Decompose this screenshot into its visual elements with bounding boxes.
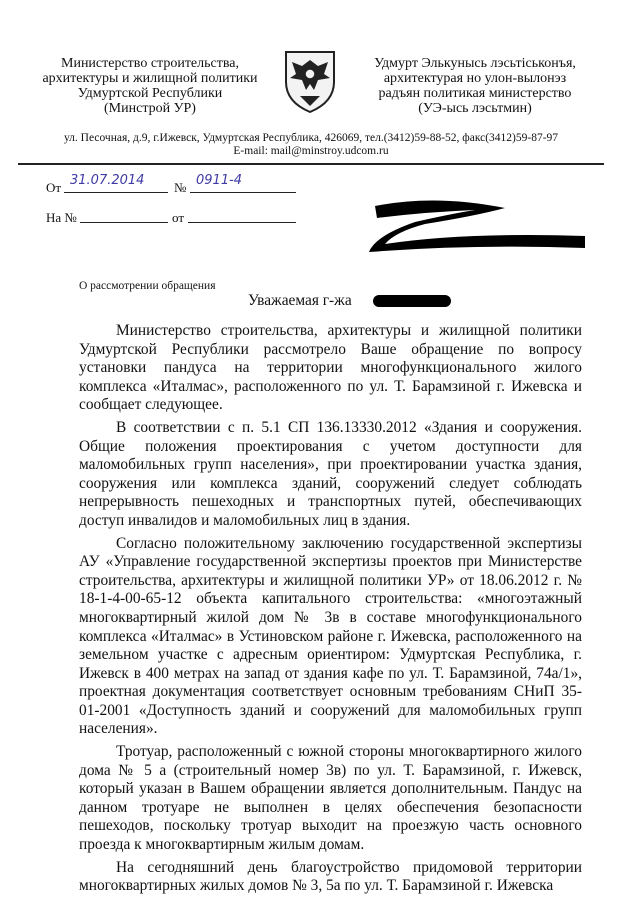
address-line: ул. Песочная, д.9, г.Ижевск, Удмуртская Республика, 426069, тел.(3412)59-88-52, факс(3412)59-87-97: [63, 132, 559, 144]
date-underline: [64, 192, 168, 193]
reference-from-label: от: [172, 210, 185, 225]
handwritten-date: 31.07.2014: [70, 173, 145, 188]
outgoing-label-number: №: [174, 180, 187, 195]
paragraph: На сегодняшний день благоустройство придомовой территории многоквартирных жилых домов № 3, 5а по ул. Т. Барамзиной г. Ижевска: [79, 858, 582, 895]
reference-from-underline: [188, 222, 296, 223]
header-right-line: (УЭ-ысь лэсьтмин): [418, 101, 532, 116]
number-underline: [190, 192, 296, 193]
letter-body: [79, 322, 582, 900]
redacted-name: [373, 295, 451, 307]
header-right-line: радъян политикая министерство: [378, 86, 572, 101]
paragraph: В соответствии с п. 5.1 СП 136.13330.2012 «Здания и сооружения. Общие положения проектирования с учетом доступности для маломобильных групп населения», при проектировании участка здания, сооружения или комплекса зданий, сооружений следует соблюдать непрерывность пешеходных и транспортных путей, обеспечивающих доступ инвалидов и маломобильных лиц в здания.: [79, 418, 582, 529]
subject-line: О рассмотрении обращения: [79, 280, 216, 292]
header-divider: [18, 163, 604, 165]
coat-of-arms-emblem: [278, 46, 342, 116]
header-right-line: Удмурт Элькунысь лэсьтiськонъя,: [374, 56, 576, 71]
salutation: [248, 292, 352, 310]
paragraph: Согласно положительному заключению государственной экспертизы АУ «Управление государственной экспертизы проектов при Министерстве строительства, архитектуры и жилищной политики УР» от 18.06.2012 г. № 18-1-4-00-65-12 объекта капитального строительства: «многоэтажный многоквартирный жилой дом № 3в в составе многофункционального комплекса «Италмас» в Устиновском районе г. Ижевска, расположенного на земельном участке с адресным ориентиром: Удмуртская Республика, г. Ижевск в 400 метрах на запад от здания кафе по ул. Т. Барамзиной, 74а/1», проектная документация соответствует основным требованиям СНиП 35-01-2001 «Доступность зданий и сооружений для маломобильных групп населения».: [79, 534, 582, 738]
reference-underline: [80, 222, 168, 223]
paragraph: Министерство строительства, архитектуры и жилищной политики Удмуртской Республики рассмотрело Ваше обращение по вопросу установки пандуса на территории многофункционального жилого комплекса «Италмас», расположенного по ул. Т. Барамзиной г. Ижевска и сообщает следующее.: [79, 322, 582, 414]
salutation-text: Уважаемая г-жа: [248, 292, 352, 309]
reference-label: На №: [46, 210, 77, 225]
header-left-line: Удмуртской Республики: [77, 86, 223, 101]
header-left-line: (Минстрой УР): [104, 101, 196, 116]
outgoing-label-from: От: [46, 180, 62, 195]
email-line: E-mail: mail@minstroy.udcom.ru: [233, 145, 389, 157]
paragraph: Тротуар, расположенный с южной стороны многоквартирного жилого дома № 5 а (строительный номер 3в) по ул. Т. Барамзиной, г. Ижевск, который указан в Вашем обращении является дополнительным. Пандус на данном тротуаре не выполнен в целях обеспечения безопасности пешеходов, поскольку тротуар выходит на проезжую часть основного проезда к многоквартирным жилым домам.: [79, 743, 582, 854]
handwritten-number: 0911-4: [196, 173, 243, 188]
header-right-line: архитектурая но улон-вылонэз: [383, 71, 567, 86]
redacted-addressee: [355, 196, 595, 256]
ministry-address: [18, 132, 604, 158]
ministry-name-russian: [30, 56, 270, 116]
header-left-line: архитектуры и жилищной политики: [42, 71, 258, 86]
header-left-line: Министерство строительства,: [61, 56, 239, 71]
ministry-name-udmurt: [350, 56, 600, 116]
